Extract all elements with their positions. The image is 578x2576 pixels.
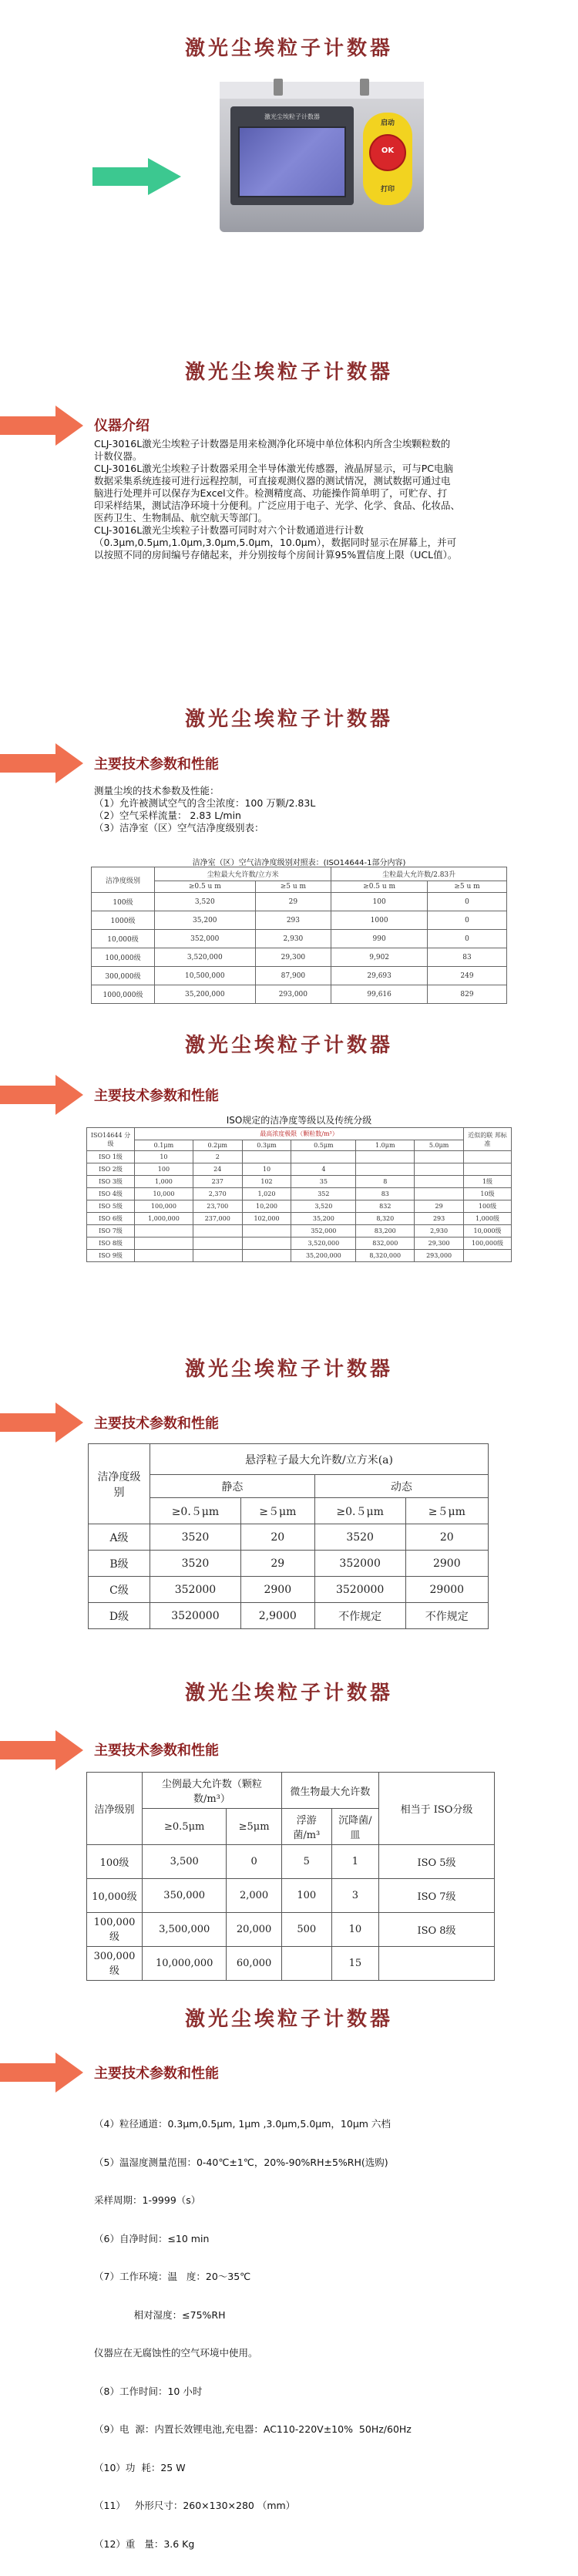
table-cell: 2,930: [415, 1225, 464, 1237]
table-cell: ISO 7级: [87, 1225, 135, 1237]
table-header: 洁净级别: [87, 1773, 143, 1845]
table-cell: 99,616: [331, 985, 428, 1004]
table-cell: 3520: [150, 1524, 241, 1551]
table-cell: 8,320,000: [356, 1250, 415, 1262]
table-cell: 352,000: [291, 1225, 356, 1237]
table-cell: 8,320: [356, 1213, 415, 1225]
red-arrow-icon: [0, 1727, 85, 1773]
table-row: [87, 1176, 512, 1188]
table-cell: 1级: [464, 1176, 512, 1188]
spec5-line: （12）重 量：3.6 Kg: [94, 2537, 195, 2550]
table-cell: ISO 4级: [87, 1188, 135, 1200]
table-cell: 352000: [314, 1551, 405, 1577]
cleanliness-table-1: [91, 867, 507, 1004]
table-cell: 8: [356, 1176, 415, 1188]
table-cell: 2,930: [255, 930, 331, 948]
microbe-class-table: [86, 1772, 495, 1981]
table-cell: [242, 1250, 291, 1262]
table-subheader: ≥0.5 u m: [331, 881, 428, 893]
table-cell: 3,520,000: [155, 948, 256, 967]
table-cell: 0: [428, 930, 507, 948]
table-cell: 0: [428, 911, 507, 930]
table-header: 尘粒最大允许数/2.83升: [331, 867, 507, 881]
table-cell: 352000: [150, 1577, 241, 1603]
table-cell: 60,000: [227, 1947, 281, 1981]
table-header: 静态: [150, 1475, 315, 1498]
table-header: 洁净度级别: [92, 867, 155, 893]
table-cell: C级: [89, 1577, 150, 1603]
table-cell: 1: [331, 1845, 378, 1879]
table-cell: 3520: [314, 1524, 405, 1551]
section-title-2: 激光尘埃粒子计数器: [184, 361, 393, 384]
table-cell: 1,000级: [464, 1213, 512, 1225]
table-cell: ISO 5级: [87, 1200, 135, 1213]
table-cell: 100,000: [135, 1200, 193, 1213]
table-cell: [135, 1250, 193, 1262]
table-cell: 10: [135, 1151, 193, 1163]
table-row: [89, 1524, 489, 1551]
table-header: 动态: [314, 1475, 488, 1498]
spec5-line: 采样周期：1-9999（s）: [94, 2194, 201, 2206]
spec1-line: （3）洁净室（区）空气洁净度级别表：: [94, 822, 264, 833]
intro-line: 计数仪器。: [94, 450, 143, 462]
table-cell: 15: [331, 1947, 378, 1981]
intro-line: 脑进行处理并可以保存为Excel文件。检测精度高、功能操作简单明了，可贮存、打: [94, 487, 448, 499]
table-header: 近似的联 邦标准: [464, 1128, 512, 1151]
iso-class-table: [86, 1127, 512, 1262]
table-subheader: 沉降菌/ 皿: [331, 1809, 378, 1845]
table-cell: 87,900: [255, 967, 331, 985]
table-cell: 29000: [405, 1577, 488, 1603]
table-cell: [415, 1176, 464, 1188]
table-cell: [281, 1947, 331, 1981]
table-cell: 2900: [405, 1551, 488, 1577]
control-dial[interactable]: [369, 134, 406, 171]
spec5-line: （6）自净时间：≤10 min: [94, 2232, 210, 2244]
table-cell: 100级: [464, 1200, 512, 1213]
table-cell: 3520000: [150, 1603, 241, 1629]
table-cell: [135, 1225, 193, 1237]
table-subheader: 1.0μm: [356, 1140, 415, 1151]
table-cell: 20: [240, 1524, 314, 1551]
gmp-class-table: [88, 1443, 489, 1629]
table-cell: [356, 1151, 415, 1163]
table-cell: 100: [281, 1879, 331, 1913]
table-header: ISO14644 分级: [87, 1128, 135, 1151]
table-cell: 10: [331, 1913, 378, 1947]
table-row: [89, 1551, 489, 1577]
table-cell: 100,000级: [464, 1237, 512, 1250]
table-row: [89, 1577, 489, 1603]
table-cell: 832: [356, 1200, 415, 1213]
table-cell: ISO 7级: [379, 1879, 495, 1913]
section-title-5: 激光尘埃粒子计数器: [184, 1358, 393, 1381]
spec5-line: （7）工作环境：温 度：20～35℃: [94, 2271, 251, 2282]
spec1-line: （1）允许被测试空气的含尘浓度：100 万颗/2.83L: [94, 797, 316, 809]
table-row: [87, 1163, 512, 1176]
table-cell: 352,000: [155, 930, 256, 948]
table-header: 相当于 ISO分级: [379, 1773, 495, 1845]
table-cell: ISO 8级: [87, 1237, 135, 1250]
table-cell: 29,300: [415, 1237, 464, 1250]
table-row: [92, 930, 507, 948]
table-cell: 3520000: [314, 1577, 405, 1603]
table-cell: 35,200,000: [291, 1250, 356, 1262]
product-photo: [220, 82, 424, 232]
table-subheader: ≥0.5μm: [143, 1809, 227, 1845]
table-cell: B级: [89, 1551, 150, 1577]
red-arrow-icon: [0, 402, 85, 449]
table-cell: 83: [356, 1188, 415, 1200]
table-cell: 29: [240, 1551, 314, 1577]
table-cell: 237: [193, 1176, 242, 1188]
table-header: 洁净度级 别: [89, 1444, 150, 1524]
intro-line: 医药卫生、生物制品、航空航天等部门。: [94, 512, 268, 524]
table-cell: 1000: [331, 911, 428, 930]
table-cell: 35,200: [155, 911, 256, 930]
table-cell: 2,370: [193, 1188, 242, 1200]
device-screen: [238, 126, 346, 197]
intro-text: [94, 438, 566, 561]
table-cell: 102: [242, 1176, 291, 1188]
red-arrow-icon: [0, 740, 85, 786]
intro-heading: 仪器介绍: [94, 418, 150, 434]
table-subheader: ≥５μm: [405, 1498, 488, 1524]
spec4-heading: 主要技术参数和性能: [94, 1743, 219, 1759]
table-cell: 2900: [240, 1577, 314, 1603]
table-cell: 1,020: [242, 1188, 291, 1200]
table-row: [92, 985, 507, 1004]
spec2-heading: 主要技术参数和性能: [94, 1088, 219, 1104]
table-cell: 100,000级: [92, 948, 155, 967]
table-cell: [135, 1237, 193, 1250]
table-cell: 350,000: [143, 1879, 227, 1913]
table-cell: 35,200,000: [155, 985, 256, 1004]
table-subheader: ≥5 u m: [428, 881, 507, 893]
table-cell: 300,000级: [92, 967, 155, 985]
table-cell: 35: [291, 1176, 356, 1188]
table-cell: 2,000: [227, 1879, 281, 1913]
table-row: [87, 1151, 512, 1163]
table-cell: A级: [89, 1524, 150, 1551]
table-cell: [242, 1151, 291, 1163]
table-cell: 10,200: [242, 1200, 291, 1213]
table-header: 悬浮粒子最大允许数/立方米(a): [150, 1444, 489, 1475]
table-cell: 10,000,000: [143, 1947, 227, 1981]
red-arrow-icon: [0, 1399, 85, 1446]
table-row: [87, 1250, 512, 1262]
table-cell: 102,000: [242, 1213, 291, 1225]
table-cell: 1000级: [92, 911, 155, 930]
spec2-caption: ISO规定的洁净度等级以及传统分级: [226, 1115, 372, 1126]
table-cell: 300,000级: [87, 1947, 143, 1981]
section-title-6: 激光尘埃粒子计数器: [184, 1682, 393, 1705]
table-cell: [193, 1250, 242, 1262]
intro-line: 以按照不同的房间编号存储起来，并分别按每个房间计算95%置信度上限（UCL值）。: [94, 549, 458, 561]
table-cell: [415, 1188, 464, 1200]
table-row: [87, 1913, 495, 1947]
table-cell: 832,000: [356, 1237, 415, 1250]
table-cell: ISO 1级: [87, 1151, 135, 1163]
table-cell: [464, 1250, 512, 1262]
table-cell: 2: [193, 1151, 242, 1163]
table-cell: 249: [428, 967, 507, 985]
table-subheader: ≥0.５μm: [314, 1498, 405, 1524]
dial-ok-label: OK: [381, 146, 395, 155]
table-cell: 20,000: [227, 1913, 281, 1947]
table-cell: [291, 1151, 356, 1163]
table-cell: [379, 1947, 495, 1981]
spec1-table-caption: 洁净室（区）空气洁净度级别对照表：(ISO14644-1部分内容): [192, 859, 406, 867]
table-cell: D级: [89, 1603, 150, 1629]
red-arrow-icon: [0, 2049, 85, 2096]
spec5-text: [94, 2093, 564, 2576]
spec5-heading: 主要技术参数和性能: [94, 2066, 219, 2082]
table-cell: 500: [281, 1913, 331, 1947]
spec5-line: （10）功 耗：25 W: [94, 2461, 186, 2473]
table-cell: 10,000级: [92, 930, 155, 948]
table-cell: 3: [331, 1879, 378, 1913]
device-screen-label: 激光尘埃粒子计数器: [264, 113, 320, 120]
table-cell: 829: [428, 985, 507, 1004]
table-cell: 1000,000级: [92, 985, 155, 1004]
table-header: 尘例最大允许数（颗粒 数/m³）: [143, 1773, 282, 1809]
table-header: 尘粒最大允许数/立方米: [155, 867, 331, 881]
table-cell: 10,000级: [464, 1225, 512, 1237]
table-cell: ISO 8级: [379, 1913, 495, 1947]
table-cell: 83,200: [356, 1225, 415, 1237]
table-cell: 10级: [464, 1188, 512, 1200]
table-row: [92, 948, 507, 967]
table-cell: 990: [331, 930, 428, 948]
table-cell: 10,000: [135, 1188, 193, 1200]
table-cell: 237,000: [193, 1213, 242, 1225]
section-title-7: 激光尘埃粒子计数器: [184, 2008, 393, 2031]
intro-line: 印采样结果，测试洁净环境十分便利。广泛应用于电子、光学、化学、食品、化妆品、: [94, 500, 461, 511]
table-cell: 10,000级: [87, 1879, 143, 1913]
table-cell: 9,902: [331, 948, 428, 967]
table-cell: 3,520: [291, 1200, 356, 1213]
table-row: [87, 1188, 512, 1200]
red-arrow-icon: [0, 1072, 85, 1118]
table-row: [87, 1200, 512, 1213]
table-cell: 35,200: [291, 1213, 356, 1225]
table-cell: 不作规定: [405, 1603, 488, 1629]
table-cell: 3,500,000: [143, 1913, 227, 1947]
table-cell: [193, 1225, 242, 1237]
spec1-text: [94, 785, 556, 834]
section-title-1: 激光尘埃粒子计数器: [184, 37, 393, 60]
table-cell: 23,700: [193, 1200, 242, 1213]
table-row: [89, 1603, 489, 1629]
table-cell: [242, 1237, 291, 1250]
table-cell: 293,000: [415, 1250, 464, 1262]
table-cell: 0: [428, 893, 507, 911]
table-cell: [415, 1151, 464, 1163]
table-subheader: 浮游菌/m³: [281, 1809, 331, 1845]
intro-line: CLJ-3016L激光尘埃粒子计数器是用来检测净化环境中单位体积内所含尘埃颗粒数的: [94, 438, 451, 450]
table-row: [92, 893, 507, 911]
table-cell: [242, 1225, 291, 1237]
green-arrow-icon: [92, 158, 181, 195]
spec1-line: （2）空气采样流量： 2.83 L/min: [94, 810, 241, 821]
panel-top-label: 启动: [380, 120, 395, 127]
table-subheader: 0.1μm: [135, 1140, 193, 1151]
table-cell: 24: [193, 1163, 242, 1176]
table-cell: 0: [227, 1845, 281, 1879]
table-cell: [464, 1151, 512, 1163]
intro-line: CLJ-3016L激光尘埃粒子计数器可同时对六个计数通道进行计数: [94, 524, 364, 536]
table-subheader: 0.2μm: [193, 1140, 242, 1151]
table-cell: 29: [255, 893, 331, 911]
table-cell: 29: [415, 1200, 464, 1213]
table-header: 微生物最大允许数: [281, 1773, 378, 1809]
spec5-line: （5）温湿度测量范围：0-40℃±1℃，20%-90%RH±5%RH(选购): [94, 2156, 388, 2168]
table-row: [87, 1947, 495, 1981]
spec1-heading: 主要技术参数和性能: [94, 756, 219, 773]
spec1-line: 测量尘埃的技术参数及性能：: [94, 785, 220, 796]
spec5-line: 相对湿度：≤75%RH: [94, 2308, 226, 2321]
table-cell: [415, 1163, 464, 1176]
table-cell: 3,500: [143, 1845, 227, 1879]
table-cell: ISO 6级: [87, 1213, 135, 1225]
table-cell: 100: [331, 893, 428, 911]
table-cell: 4: [291, 1163, 356, 1176]
table-cell: 5: [281, 1845, 331, 1879]
table-cell: ISO 3级: [87, 1176, 135, 1188]
table-cell: [193, 1237, 242, 1250]
table-cell: 20: [405, 1524, 488, 1551]
table-cell: 不作规定: [314, 1603, 405, 1629]
spec3-heading: 主要技术参数和性能: [94, 1416, 219, 1432]
table-row: [92, 967, 507, 985]
table-cell: 100: [135, 1163, 193, 1176]
table-cell: 3520: [150, 1551, 241, 1577]
table-cell: 83: [428, 948, 507, 967]
table-cell: 2,9000: [240, 1603, 314, 1629]
section-title-4: 激光尘埃粒子计数器: [184, 1034, 393, 1057]
table-cell: 29,300: [255, 948, 331, 967]
spec5-line: （9）电 源：内置长效锂电池,充电器：AC110-220V±10% 50Hz/60Hz: [94, 2423, 412, 2435]
table-cell: ISO 9级: [87, 1250, 135, 1262]
table-cell: [356, 1163, 415, 1176]
table-subheader: 5.0μm: [415, 1140, 464, 1151]
control-panel: [363, 113, 412, 205]
table-row: [87, 1213, 512, 1225]
table-row: [87, 1225, 512, 1237]
table-subheader: ≥5μm: [227, 1809, 281, 1845]
spec5-line: （11） 外形尺寸：260×130×280 （mm）: [94, 2500, 296, 2511]
table-cell: 100,000级: [87, 1913, 143, 1947]
table-cell: ISO 2级: [87, 1163, 135, 1176]
table-cell: [464, 1163, 512, 1176]
table-cell: ISO 5级: [379, 1845, 495, 1879]
table-cell: 352: [291, 1188, 356, 1200]
table-cell: 10,500,000: [155, 967, 256, 985]
table-cell: 293,000: [255, 985, 331, 1004]
table-cell: 293: [415, 1213, 464, 1225]
spec5-line: 仪器应在无腐蚀性的空气环境中使用。: [94, 2347, 258, 2359]
table-subheader: ≥５μm: [240, 1498, 314, 1524]
table-row: [87, 1879, 495, 1913]
table-subheader: ≥0.5 u m: [155, 881, 256, 893]
table-cell: 10: [242, 1163, 291, 1176]
table-row: [87, 1845, 495, 1879]
table-subheader: ≥0.５μm: [150, 1498, 241, 1524]
table-row: [87, 1237, 512, 1250]
spec5-line: （4）粒径通道：0.3μm,0.5μm, 1μm ,3.0μm,5.0μm，10μm 六档: [94, 2118, 391, 2130]
table-cell: 293: [255, 911, 331, 930]
intro-line: CLJ-3016L激光尘埃粒子计数器采用全半导体激光传感器，液晶屏显示，可与PC电脑: [94, 463, 453, 474]
intro-line: 数据采集系统连接可进行远程控制，可直接观测仪器的测试情况，测试数据可通过电: [94, 475, 451, 487]
table-cell: 29,693: [331, 967, 428, 985]
intro-line: （0.3μm,0.5μm,1.0μm,3.0μm,5.0μm，10.0μm），数据同时显示在屏幕上，并可: [94, 537, 457, 548]
table-subheader: ≥5 u m: [255, 881, 331, 893]
panel-bottom-label: 打印: [380, 186, 395, 194]
table-cell: 1,000: [135, 1176, 193, 1188]
table-subheader: 0.5μm: [291, 1140, 356, 1151]
table-row: [92, 911, 507, 930]
section-title-3: 激光尘埃粒子计数器: [184, 708, 393, 731]
table-cell: 3,520: [155, 893, 256, 911]
table-cell: 3,520,000: [291, 1237, 356, 1250]
table-subheader: 0.3μm: [242, 1140, 291, 1151]
table-cell: 1,000,000: [135, 1213, 193, 1225]
spec5-line: （8）工作时间：10 小时: [94, 2385, 203, 2397]
table-cell: 100级: [87, 1845, 143, 1879]
table-header: 最高浓度极限（颗粒数/m³）: [135, 1128, 464, 1140]
table-cell: 100级: [92, 893, 155, 911]
